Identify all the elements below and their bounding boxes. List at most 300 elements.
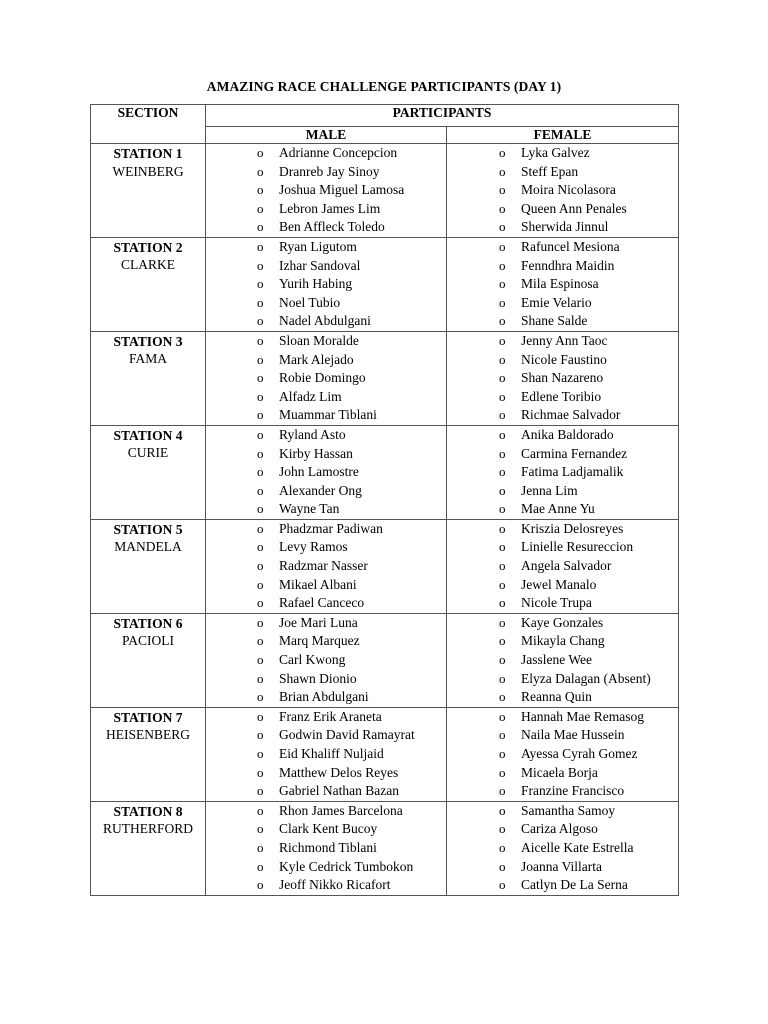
participant-item <box>206 351 446 370</box>
male-participant-name: Mikael Albani <box>279 576 357 592</box>
participant-item <box>447 500 678 519</box>
female-participant-name: Franzine Francisco <box>521 783 625 799</box>
station-name: FAMA <box>128 351 167 367</box>
bullet-icon: o <box>499 200 506 216</box>
male-participants-cell <box>206 144 447 238</box>
male-participant-list <box>206 708 446 801</box>
female-participant-name: Shan Nazareno <box>521 370 604 386</box>
bullet-icon: o <box>499 351 506 367</box>
participant-item <box>206 858 446 877</box>
participant-item <box>206 839 446 858</box>
male-participant-name: Marq Marquez <box>279 633 360 649</box>
female-participant-name: Angela Salvador <box>521 558 612 574</box>
male-participant-name: Sloan Moralde <box>279 332 359 348</box>
bullet-icon: o <box>257 238 264 254</box>
station-name: CURIE <box>127 445 169 461</box>
bullet-icon: o <box>257 802 264 818</box>
bullet-icon: o <box>499 145 506 160</box>
participant-item <box>206 876 446 895</box>
participant-item <box>206 482 446 501</box>
female-participants-cell <box>447 425 679 519</box>
participant-item <box>447 839 678 858</box>
participant-item <box>206 782 446 801</box>
participant-item <box>447 614 678 633</box>
participants-table <box>90 104 679 896</box>
male-participants-cell <box>206 613 447 707</box>
male-participant-name: Gabriel Nathan Bazan <box>279 783 399 799</box>
participant-item <box>206 632 446 651</box>
participant-item <box>206 614 446 633</box>
bullet-icon: o <box>257 257 264 273</box>
male-participant-name: Jeoff Nikko Ricafort <box>279 877 391 893</box>
station-row <box>91 331 679 425</box>
male-participant-list <box>206 802 446 895</box>
bullet-icon: o <box>499 595 506 611</box>
bullet-icon: o <box>499 877 506 893</box>
male-participant-name: Joe Mari Luna <box>279 614 358 630</box>
participant-item <box>206 332 446 351</box>
station-number: STATION 4 <box>113 427 183 443</box>
female-participants-cell <box>447 613 679 707</box>
participant-item <box>206 406 446 425</box>
bullet-icon: o <box>257 426 264 442</box>
station-row <box>91 144 679 238</box>
female-participant-name: Reanna Quin <box>521 689 592 705</box>
bullet-icon: o <box>257 558 264 574</box>
participant-item <box>206 708 446 727</box>
male-participant-name: Rhon James Barcelona <box>279 802 403 818</box>
bullet-icon: o <box>499 576 506 592</box>
station-number: STATION 8 <box>113 803 183 819</box>
bullet-icon: o <box>499 558 506 574</box>
female-participant-name: Jewel Manalo <box>521 576 597 592</box>
station-row <box>91 237 679 331</box>
bullet-icon: o <box>499 821 506 837</box>
female-participants-cell <box>447 707 679 801</box>
participant-item <box>447 538 678 557</box>
male-participant-list <box>206 520 446 613</box>
station-number: STATION 5 <box>113 521 183 537</box>
male-participant-list <box>206 332 446 425</box>
male-participant-name: Clark Kent Bucoy <box>279 821 378 837</box>
bullet-icon: o <box>257 163 264 179</box>
participant-item <box>447 388 678 407</box>
station-section-cell <box>91 707 206 801</box>
bullet-icon: o <box>499 539 506 555</box>
participant-item <box>206 557 446 576</box>
bullet-icon: o <box>499 501 506 517</box>
female-participant-name: Samantha Samoy <box>521 802 616 818</box>
bullet-icon: o <box>499 426 506 442</box>
male-participant-name: Wayne Tan <box>279 501 340 517</box>
station-section-cell <box>91 519 206 613</box>
female-participant-name: Nicole Faustino <box>521 351 607 367</box>
bullet-icon: o <box>257 294 264 310</box>
male-participant-name: Eid Khaliff Nuljaid <box>279 746 384 761</box>
male-participant-name: Joshua Miguel Lamosa <box>279 182 405 198</box>
bullet-icon: o <box>257 464 264 480</box>
female-participant-name: Aicelle Kate Estrella <box>521 839 634 855</box>
male-participant-name: Matthew Delos Reyes <box>279 764 399 780</box>
participant-item <box>447 332 678 351</box>
participant-item <box>447 463 678 482</box>
bullet-icon: o <box>257 407 264 423</box>
bullet-icon: o <box>257 727 264 743</box>
participant-item <box>447 858 678 877</box>
female-participant-name: Kriszia Delosreyes <box>521 520 624 536</box>
bullet-icon: o <box>257 145 264 160</box>
male-participant-name: Adrianne Concepcion <box>279 145 398 160</box>
female-participant-name: Naila Mae Hussein <box>521 727 625 743</box>
female-participant-name: Nicole Trupa <box>521 595 592 611</box>
male-participant-name: Muammar Tiblani <box>279 407 377 423</box>
participant-item <box>447 576 678 595</box>
station-name: CLARKE <box>121 257 175 273</box>
bullet-icon: o <box>499 219 506 235</box>
station-number: STATION 7 <box>113 709 183 725</box>
station-row <box>91 425 679 519</box>
female-participant-name: Micaela Borja <box>521 764 598 780</box>
participant-item <box>447 594 678 613</box>
female-participant-name: Kaye Gonzales <box>521 614 604 630</box>
female-participant-name: Hannah Mae Remasog <box>521 708 644 724</box>
station-name: PACIOLI <box>121 633 174 649</box>
bullet-icon: o <box>257 370 264 386</box>
female-participant-name: Mila Espinosa <box>521 276 599 292</box>
female-participant-name: Queen Ann Penales <box>521 200 627 216</box>
female-participant-name: Steff Epan <box>521 163 579 179</box>
female-participant-list <box>447 426 678 519</box>
participant-item <box>206 820 446 839</box>
bullet-icon: o <box>499 238 506 254</box>
station-name: HEISENBERG <box>106 727 190 743</box>
male-participant-name: Nadel Abdulgani <box>279 313 371 329</box>
participant-item <box>447 369 678 388</box>
participant-item <box>447 726 678 745</box>
male-participant-name: Kirby Hassan <box>279 445 353 461</box>
female-participants-cell <box>447 519 679 613</box>
bullet-icon: o <box>499 633 506 649</box>
bullet-icon: o <box>499 764 506 780</box>
station-row <box>91 519 679 613</box>
female-participants-cell <box>447 144 679 238</box>
station-name: RUTHERFORD <box>102 821 193 837</box>
station-section-cell <box>91 144 206 238</box>
participant-item <box>206 500 446 519</box>
bullet-icon: o <box>499 520 506 536</box>
bullet-icon: o <box>499 670 506 686</box>
bullet-icon: o <box>499 783 506 799</box>
participant-item <box>447 163 678 182</box>
bullet-icon: o <box>257 821 264 837</box>
document-title: AMAZING RACE CHALLENGE PARTICIPANTS (DAY 1) <box>206 79 562 94</box>
station-rows <box>91 144 679 896</box>
female-participant-name: Anika Baldorado <box>521 426 614 442</box>
bullet-icon: o <box>257 746 264 761</box>
male-header: MALE <box>206 127 447 144</box>
participant-item <box>206 275 446 294</box>
male-participant-name: Rafael Canceco <box>279 595 365 611</box>
male-participant-list <box>206 238 446 331</box>
bullet-icon: o <box>499 388 506 404</box>
male-participants-cell <box>206 331 447 425</box>
participants-header: PARTICIPANTS <box>206 105 679 127</box>
station-number: STATION 2 <box>113 239 183 255</box>
participant-item <box>447 445 678 464</box>
bullet-icon: o <box>257 708 264 724</box>
female-participant-name: Mae Anne Yu <box>521 501 595 517</box>
participant-item <box>447 406 678 425</box>
participant-item <box>206 388 446 407</box>
participant-item <box>206 312 446 331</box>
female-participant-name: Shane Salde <box>521 313 588 329</box>
female-participants-cell <box>447 237 679 331</box>
female-header: FEMALE <box>447 127 679 144</box>
bullet-icon: o <box>499 294 506 310</box>
male-participants-cell <box>206 237 447 331</box>
participant-item <box>447 312 678 331</box>
female-participant-name: Sherwida Jinnul <box>521 219 609 235</box>
male-participants-cell <box>206 519 447 613</box>
station-name: WEINBERG <box>112 163 184 179</box>
participant-item <box>447 218 678 237</box>
station-number: STATION 3 <box>113 333 183 349</box>
female-participant-name: Linielle Resureccion <box>521 539 634 555</box>
male-participants-cell <box>206 801 447 895</box>
bullet-icon: o <box>499 464 506 480</box>
male-participant-name: Godwin David Ramayrat <box>279 727 415 743</box>
bullet-icon: o <box>499 858 506 874</box>
bullet-icon: o <box>257 764 264 780</box>
participant-item <box>206 426 446 445</box>
female-participant-name: Richmae Salvador <box>521 407 621 423</box>
station-name: MANDELA <box>114 539 182 555</box>
female-participant-list <box>447 238 678 331</box>
participant-item <box>206 369 446 388</box>
female-participant-list <box>447 802 678 895</box>
participant-item <box>206 594 446 613</box>
bullet-icon: o <box>257 520 264 536</box>
female-participant-name: Ayessa Cyrah Gomez <box>521 746 638 761</box>
male-participant-name: Noel Tubio <box>279 294 341 310</box>
participant-item <box>447 144 678 163</box>
participant-item <box>447 670 678 689</box>
station-section-cell <box>91 237 206 331</box>
male-participants-cell <box>206 707 447 801</box>
female-participant-name: Cariza Algoso <box>521 821 598 837</box>
bullet-icon: o <box>499 839 506 855</box>
male-participant-name: Ben Affleck Toledo <box>279 219 385 235</box>
station-section-cell <box>91 801 206 895</box>
participant-item <box>206 670 446 689</box>
participant-item <box>206 181 446 200</box>
female-participant-list <box>447 708 678 801</box>
participant-item <box>447 257 678 276</box>
participant-item <box>447 426 678 445</box>
station-section-cell <box>91 613 206 707</box>
male-participant-name: John Lamostre <box>279 464 359 480</box>
bullet-icon: o <box>499 313 506 329</box>
participant-item <box>206 163 446 182</box>
male-participant-name: Lebron James Lim <box>279 200 381 216</box>
bullet-icon: o <box>499 163 506 179</box>
bullet-icon: o <box>499 182 506 198</box>
participant-item <box>447 482 678 501</box>
bullet-icon: o <box>257 877 264 893</box>
participant-item <box>447 651 678 670</box>
male-participant-name: Brian Abdulgani <box>279 689 369 705</box>
female-participant-name: Elyza Dalagan (Absent) <box>521 670 651 686</box>
participant-item <box>206 294 446 313</box>
participant-item <box>447 181 678 200</box>
participant-item <box>206 688 446 707</box>
bullet-icon: o <box>257 313 264 329</box>
female-participant-name: Jasslene Wee <box>521 652 593 668</box>
participant-item <box>447 294 678 313</box>
female-participant-name: Moira Nicolasora <box>521 182 616 198</box>
male-participant-name: Kyle Cedrick Tumbokon <box>279 858 414 874</box>
station-row <box>91 613 679 707</box>
bullet-icon: o <box>257 839 264 855</box>
female-participant-name: Jenna Lim <box>521 482 578 498</box>
participant-item <box>447 708 678 727</box>
male-participant-name: Phadzmar Padiwan <box>279 520 383 536</box>
male-participant-name: Radzmar Nasser <box>279 558 368 574</box>
participant-item <box>447 802 678 821</box>
bullet-icon: o <box>499 727 506 743</box>
female-participant-name: Carmina Fernandez <box>521 445 628 461</box>
station-section-cell <box>91 425 206 519</box>
bullet-icon: o <box>257 614 264 630</box>
female-participant-name: Catlyn De La Serna <box>521 877 628 893</box>
bullet-icon: o <box>499 407 506 423</box>
participant-item <box>206 651 446 670</box>
bullet-icon: o <box>257 482 264 498</box>
male-participants-cell <box>206 425 447 519</box>
male-participant-name: Mark Alejado <box>279 351 354 367</box>
bullet-icon: o <box>257 501 264 517</box>
participant-item <box>206 218 446 237</box>
male-participant-name: Alfadz Lim <box>279 388 342 404</box>
bullet-icon: o <box>499 257 506 273</box>
male-participant-list <box>206 426 446 519</box>
participant-item <box>447 632 678 651</box>
male-participant-name: Dranreb Jay Sinoy <box>279 163 380 179</box>
participant-item <box>447 688 678 707</box>
female-participant-list <box>447 520 678 613</box>
bullet-icon: o <box>257 276 264 292</box>
female-participant-name: Fenndhra Maidin <box>521 257 615 273</box>
bullet-icon: o <box>257 388 264 404</box>
male-participant-name: Izhar Sandoval <box>279 257 361 273</box>
male-participant-list <box>206 144 446 237</box>
bullet-icon: o <box>257 332 264 348</box>
male-participant-name: Carl Kwong <box>279 652 346 668</box>
participant-item <box>447 238 678 257</box>
bullet-icon: o <box>257 652 264 668</box>
female-participant-name: Emie Velario <box>521 294 592 310</box>
participant-item <box>206 576 446 595</box>
participant-item <box>206 257 446 276</box>
participant-item <box>447 876 678 895</box>
bullet-icon: o <box>499 445 506 461</box>
female-participant-name: Fatima Ladjamalik <box>521 464 624 480</box>
bullet-icon: o <box>257 783 264 799</box>
participant-item <box>447 520 678 539</box>
female-participants-cell <box>447 331 679 425</box>
bullet-icon: o <box>257 539 264 555</box>
participant-item <box>206 200 446 219</box>
bullet-icon: o <box>499 370 506 386</box>
female-participant-list <box>447 614 678 707</box>
participant-item <box>206 538 446 557</box>
bullet-icon: o <box>499 746 506 761</box>
participant-item <box>447 745 678 764</box>
bullet-icon: o <box>499 614 506 630</box>
station-number: STATION 1 <box>113 146 183 161</box>
station-row <box>91 707 679 801</box>
participant-item <box>206 802 446 821</box>
male-participant-name: Robie Domingo <box>279 370 366 386</box>
participant-item <box>447 351 678 370</box>
participant-item <box>447 764 678 783</box>
female-participant-name: Edlene Toribio <box>521 388 602 404</box>
bullet-icon: o <box>257 200 264 216</box>
participant-item <box>206 764 446 783</box>
bullet-icon: o <box>257 689 264 705</box>
male-participant-name: Ryland Asto <box>279 426 346 442</box>
participant-item <box>447 275 678 294</box>
participant-item <box>447 557 678 576</box>
bullet-icon: o <box>257 576 264 592</box>
male-participant-name: Richmond Tiblani <box>279 839 377 855</box>
bullet-icon: o <box>499 708 506 724</box>
bullet-icon: o <box>257 219 264 235</box>
female-participant-name: Jenny Ann Taoc <box>521 332 608 348</box>
male-participant-list <box>206 614 446 707</box>
female-participant-list <box>447 144 678 237</box>
male-participant-name: Alexander Ong <box>279 482 362 498</box>
female-participant-name: Lyka Galvez <box>521 145 590 160</box>
bullet-icon: o <box>257 182 264 198</box>
female-participant-name: Joanna Villarta <box>521 858 603 874</box>
participant-item <box>447 200 678 219</box>
participant-item <box>206 445 446 464</box>
bullet-icon: o <box>499 482 506 498</box>
male-participant-name: Yurih Habing <box>279 276 353 292</box>
participant-item <box>447 820 678 839</box>
bullet-icon: o <box>499 689 506 705</box>
participant-item <box>206 745 446 764</box>
participant-item <box>206 520 446 539</box>
station-number: STATION 6 <box>113 615 183 631</box>
bullet-icon: o <box>257 445 264 461</box>
participant-item <box>206 463 446 482</box>
section-header: SECTION <box>91 105 206 144</box>
male-participant-name: Shawn Dionio <box>279 670 357 686</box>
female-participant-list <box>447 332 678 425</box>
participant-item <box>206 726 446 745</box>
bullet-icon: o <box>499 276 506 292</box>
bullet-icon: o <box>499 652 506 668</box>
bullet-icon: o <box>257 633 264 649</box>
bullet-icon: o <box>257 595 264 611</box>
station-section-cell <box>91 331 206 425</box>
bullet-icon: o <box>257 670 264 686</box>
female-participant-name: Mikayla Chang <box>521 633 605 649</box>
bullet-icon: o <box>499 802 506 818</box>
bullet-icon: o <box>499 332 506 348</box>
